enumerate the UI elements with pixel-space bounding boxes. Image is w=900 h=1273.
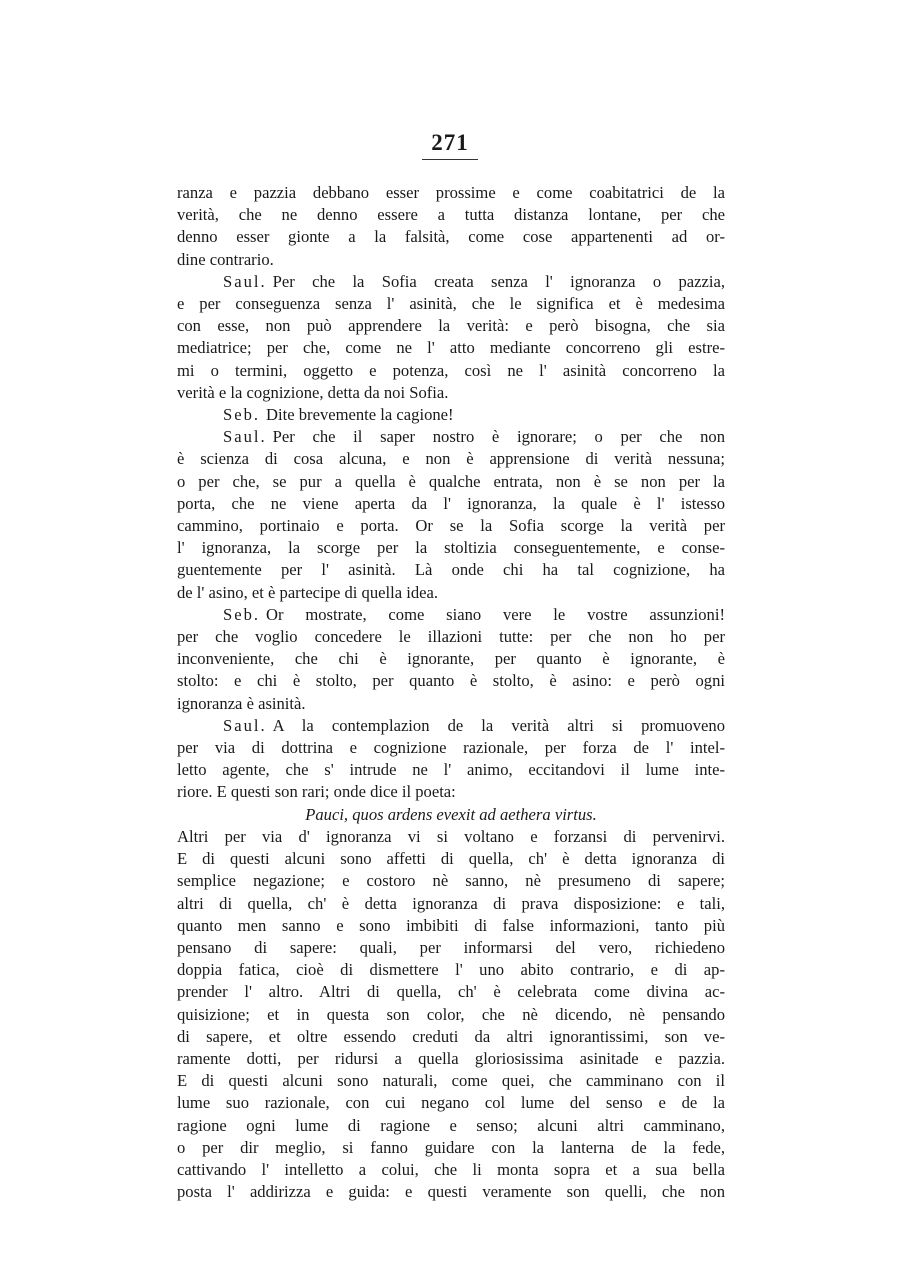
- line-text: o per che, se pur a quella è qualche entrata, non è se non per la: [177, 471, 725, 491]
- text-line: [177, 693, 725, 715]
- text-line: [177, 937, 725, 959]
- text-line: [177, 981, 725, 1003]
- line-text: di sapere, et oltre essendo creduti da altri ignorantissimi, son ve-: [177, 1026, 725, 1046]
- text-line: [177, 471, 725, 493]
- line-text: Or mostrate, come siano vere le vostre assunzioni!: [266, 604, 725, 624]
- text-line: [177, 293, 725, 315]
- text-line: [177, 915, 725, 937]
- text-line: [177, 515, 725, 537]
- line-text: A la contemplazion de la verità altri si promuoveno: [272, 715, 725, 735]
- line-text: ramente dotti, per ridursi a quella gloriosissima asinitade e pazzia.: [177, 1048, 725, 1068]
- text-line: [177, 493, 725, 515]
- text-line: [177, 315, 725, 337]
- text-line: [177, 382, 725, 404]
- line-text: per via di dottrina e cognizione razionale, per forza de l' intel-: [177, 738, 725, 758]
- line-text: per che voglio concedere le illazioni tutte: per che non ho per: [177, 627, 725, 647]
- text-line: [177, 1137, 725, 1159]
- line-text: prender l' altro. Altri di quella, ch' è celebrata come divina ac-: [177, 982, 725, 1002]
- text-line: [177, 848, 725, 870]
- text-line: [177, 204, 725, 226]
- line-text: Dite brevemente la cagione!: [266, 405, 454, 425]
- line-text: lume suo razionale, con cui negano col lume del senso e de la: [177, 1093, 725, 1113]
- text-line: [177, 582, 725, 604]
- line-text: mediatrice; per che, come ne l' atto mediante concorreno gli estre-: [177, 338, 725, 358]
- speaker-name: Saul.: [223, 715, 267, 735]
- line-text: è scienza di cosa alcuna, e non è apprensione di verità nessuna;: [177, 449, 725, 469]
- line-text: riore. E questi son rari; onde dice il poeta:: [177, 782, 456, 802]
- line-text: quisizione; et in questa son color, che nè dicendo, nè pensando: [177, 1004, 725, 1024]
- speaker-name: Seb.: [223, 405, 261, 425]
- text-line: [177, 271, 725, 293]
- text-line: [177, 826, 725, 848]
- line-text: cattivando l' intelletto a colui, che li monta sopra et a sua bella: [177, 1159, 725, 1179]
- line-text: denno esser gionte a la falsità, come cose appartenenti ad or-: [177, 227, 725, 247]
- text-line: [177, 337, 725, 359]
- line-text: verità e la cognizione, detta da noi Sofia.: [177, 382, 449, 402]
- text-line: [177, 249, 725, 271]
- text-line: [177, 781, 725, 803]
- text-line: [177, 537, 725, 559]
- text-line: [177, 404, 725, 426]
- line-text: altri di quella, ch' è detta ignoranza di prava disposizione: e tali,: [177, 893, 725, 913]
- line-text: guentemente per l' asinità. Là onde chi ha tal cognizione, ha: [177, 560, 725, 580]
- line-text: e per conseguenza senza l' asinità, che le significa et è medesima: [177, 294, 725, 314]
- text-line: [177, 870, 725, 892]
- text-line: [177, 737, 725, 759]
- speaker-name: Saul.: [223, 427, 267, 447]
- text-line: [177, 559, 725, 581]
- line-text: doppia fatica, cioè di dismettere l' uno abito contrario, e di ap-: [177, 960, 725, 980]
- text-line: [177, 426, 725, 448]
- line-text: con esse, non può apprendere la verità: e però bisogna, che sia: [177, 316, 725, 336]
- text-line: [177, 1159, 725, 1181]
- text-line: [177, 759, 725, 781]
- line-text: ignoranza è asinità.: [177, 693, 306, 713]
- text-line: [177, 959, 725, 981]
- speaker-name: Saul.: [223, 271, 267, 291]
- line-text: stolto: e chi è stolto, per quanto è stolto, è asino: e però ogni: [177, 671, 725, 691]
- text-line: [177, 1181, 725, 1203]
- line-text: ragione ogni lume di ragione e senso; alcuni altri camminano,: [177, 1115, 725, 1135]
- line-text: cammino, portinaio e porta. Or se la Sofia scorge la verità per: [177, 516, 725, 536]
- line-text: dine contrario.: [177, 249, 274, 269]
- line-text: Per che il saper nostro è ignorare; o per che non: [272, 427, 725, 447]
- text-line: [177, 604, 725, 626]
- text-line: [177, 670, 725, 692]
- text-line: [177, 1004, 725, 1026]
- line-text: E di questi alcuni sono affetti di quella, ch' è detta ignoranza di: [177, 849, 725, 869]
- text-line: [177, 1070, 725, 1092]
- text-line: [177, 804, 725, 826]
- line-text: porta, che ne viene aperta da l' ignoranza, la quale è l' istesso: [177, 493, 725, 513]
- page-number-underline: [422, 159, 478, 160]
- line-text: ranza e pazzia debbano esser prossime e come coabitatrici de la: [177, 183, 725, 202]
- page-number: 271: [431, 130, 469, 155]
- speaker-name: Seb.: [223, 604, 261, 624]
- text-line: [177, 715, 725, 737]
- line-text: mi o termini, oggetto e potenza, così ne l' asinità concorreno la: [177, 360, 725, 380]
- line-text: verità, che ne denno essere a tutta distanza lontane, per che: [177, 205, 725, 225]
- text-line: [177, 1115, 725, 1137]
- text-line: [177, 1026, 725, 1048]
- text-line: [177, 182, 725, 204]
- text-line: [177, 648, 725, 670]
- line-text: l' ignoranza, la scorge per la stoltizia conseguentemente, e conse-: [177, 538, 725, 558]
- line-text: pensano di sapere: quali, per informarsi del vero, richiedeno: [177, 937, 725, 957]
- line-text: posta l' addirizza e guida: e questi veramente son quelli, che non: [177, 1182, 725, 1202]
- text-line: [177, 360, 725, 382]
- line-text: inconveniente, che chi è ignorante, per quanto è ignorante, è: [177, 649, 725, 669]
- body-text: [177, 182, 725, 1203]
- text-line: [177, 626, 725, 648]
- line-text: o per dir meglio, si fanno guidare con la lanterna de la fede,: [177, 1137, 725, 1157]
- line-text: E di questi alcuni sono naturali, come quei, che camminano con il: [177, 1071, 725, 1091]
- line-text: Per che la Sofia creata senza l' ignoranza o pazzia,: [272, 271, 725, 291]
- line-text: de l' asino, et è partecipe di quella idea.: [177, 582, 439, 602]
- line-text: semplice negazione; e costoro nè sanno, nè presumeno di sapere;: [177, 871, 725, 891]
- text-line: [177, 1092, 725, 1114]
- line-text: Altri per via d' ignoranza vi si voltano e forzansi di pervenirvi.: [177, 826, 725, 846]
- text-line: [177, 1048, 725, 1070]
- line-text: Pauci, quos ardens evexit ad aethera virtus.: [305, 804, 597, 824]
- text-line: [177, 893, 725, 915]
- line-text: letto agente, che s' intrude ne l' animo, eccitandovi il lume inte-: [177, 760, 725, 780]
- line-text: quanto men sanno e sono imbibiti di false informazioni, tanto più: [177, 915, 725, 935]
- text-line: [177, 226, 725, 248]
- text-line: [177, 448, 725, 470]
